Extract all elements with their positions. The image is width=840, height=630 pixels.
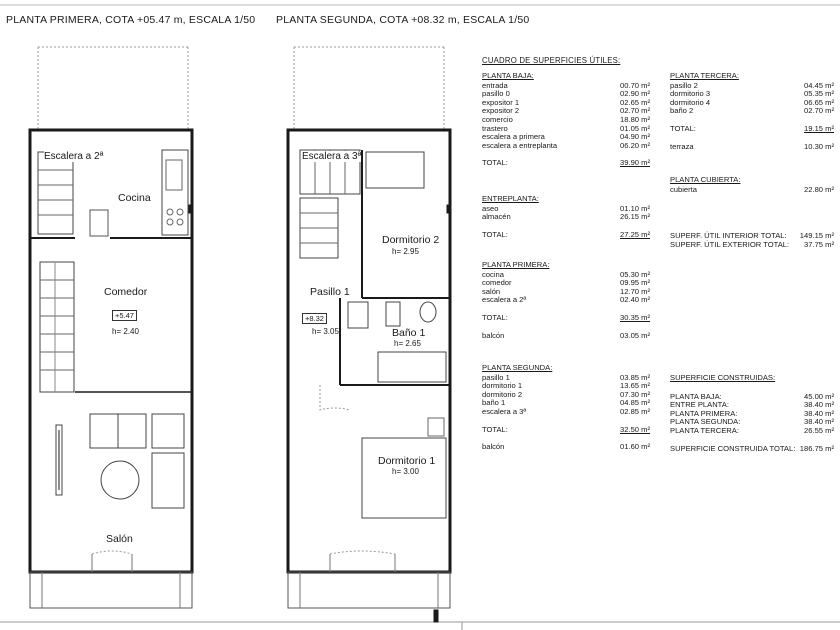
- planta_segunda-value: 02.85 m²: [620, 406, 650, 416]
- planta_baja-total-value: 39.90 m²: [620, 158, 650, 168]
- planta_segunda-total-value: 32.50 m²: [620, 424, 650, 434]
- planta_cubierta-header: PLANTA CUBIERTA:: [670, 175, 741, 184]
- height-dormitorio-2: h= 2.95: [392, 247, 419, 256]
- planta_tercera-label: dormitorio 4: [670, 97, 711, 107]
- room-label-pasillo-1: Pasillo 1: [310, 286, 350, 298]
- planta_baja-row: [482, 142, 650, 151]
- planta_baja-value: 01.05 m²: [620, 123, 650, 133]
- construida-label: PLANTA PRIMERA:: [670, 408, 738, 418]
- planta_tercera-total-row: [670, 125, 834, 134]
- room-label-comedor: Comedor: [104, 286, 148, 298]
- superf-util-row: [670, 241, 834, 250]
- plan-title-segunda: PLANTA SEGUNDA, COTA +08.32 m, ESCALA 1/50: [276, 14, 530, 26]
- construida-label: PLANTA TERCERA:: [670, 425, 739, 435]
- planta_primera-total-value: 30.35 m²: [620, 312, 650, 322]
- planta_baja-total-label: TOTAL:: [482, 158, 508, 168]
- height-dormitorio-1: h= 3.00: [392, 467, 419, 476]
- plan-title-primera: PLANTA PRIMERA, COTA +05.47 m, ESCALA 1/50: [6, 14, 256, 26]
- level-marker-primera: +5.47: [112, 310, 137, 321]
- construida-value: 45.00 m²: [804, 391, 834, 401]
- entreplanta-header: ENTREPLANTA:: [482, 194, 539, 203]
- table-superf-util: [670, 232, 834, 249]
- planta_baja-value: 04.90 m²: [620, 132, 650, 142]
- planta_primera-extra-label: balcón: [482, 330, 505, 340]
- construida-total-label: SUPERFICIE CONSTRUIDA TOTAL:: [670, 443, 796, 453]
- planta_baja-label: trastero: [482, 123, 508, 133]
- planta_primera-extra-value: 03.05 m²: [620, 330, 650, 340]
- planta_baja-label: pasillo 0: [482, 89, 510, 99]
- construida-label: ENTRE PLANTA:: [670, 400, 729, 410]
- planta_tercera-label: dormitorio 3: [670, 89, 711, 99]
- planta_segunda-total-row: [482, 426, 650, 435]
- cuadro-title: CUADRO DE SUPERFICIES ÚTILES:: [482, 56, 621, 65]
- planta_primera-total-row: [482, 314, 650, 323]
- table-planta-primera: [482, 261, 650, 340]
- superf-util-label: SUPERF. ÚTIL EXTERIOR TOTAL:: [670, 239, 790, 249]
- planta_tercera-row: [670, 107, 834, 116]
- entreplanta-value: 01.10 m²: [620, 203, 650, 213]
- planta_segunda-label: dormitorio 1: [482, 381, 523, 391]
- planta_baja-label: expositor 1: [482, 97, 520, 107]
- table-planta-tercera: [670, 72, 834, 151]
- construida-label: PLANTA BAJA:: [670, 391, 722, 401]
- planta_primera-total-label: TOTAL:: [482, 312, 508, 322]
- planta_baja-value: 02.90 m²: [620, 89, 650, 99]
- table-entreplanta: [482, 195, 650, 239]
- height-comedor: h= 2.40: [112, 327, 139, 336]
- planta_tercera-header: PLANTA TERCERA:: [670, 71, 739, 80]
- planta_baja-value: 02.70 m²: [620, 106, 650, 116]
- planta_segunda-label: escalera a 3ª: [482, 406, 527, 416]
- planta_tercera-value: 06.65 m²: [804, 97, 834, 107]
- planta_primera-label: salón: [482, 286, 501, 296]
- planta_segunda-header: PLANTA SEGUNDA:: [482, 363, 553, 372]
- planta_cubierta-value: 22.80 m²: [804, 184, 834, 194]
- superf-util-label: SUPERF. ÚTIL INTERIOR TOTAL:: [670, 231, 787, 240]
- table-planta-segunda: [482, 364, 650, 452]
- planta_segunda-extra-label: balcón: [482, 442, 505, 452]
- planta_primera-value: 05.30 m²: [620, 269, 650, 279]
- room-label-cocina: Cocina: [118, 192, 151, 204]
- room-label-escalera-3: Escalera a 3ª: [302, 151, 362, 162]
- construida-total-row: [670, 445, 834, 454]
- planta_primera-label: cocina: [482, 269, 504, 279]
- planta_segunda-extra-value: 01.60 m²: [620, 442, 650, 452]
- planta_tercera-extra-label: terraza: [670, 141, 694, 151]
- planta_primera-extra-row: [482, 332, 650, 341]
- construida-label: PLANTA SEGUNDA:: [670, 417, 741, 427]
- planta_baja-label: expositor 2: [482, 106, 520, 116]
- height-pasillo-1: h= 3.05: [312, 327, 339, 336]
- planta_baja-value: 02.65 m²: [620, 97, 650, 107]
- planta_baja-label: entrada: [482, 80, 508, 90]
- planta_baja-value: 00.70 m²: [620, 80, 650, 90]
- room-label-dormitorio-1: Dormitorio 1: [378, 455, 436, 467]
- construida-row: [670, 427, 834, 436]
- planta_segunda-extra-row: [482, 443, 650, 452]
- entreplanta-value: 26.15 m²: [620, 212, 650, 222]
- construida-header: SUPERFICIE CONSTRUIDAS:: [670, 373, 776, 382]
- planta_tercera-value: 02.70 m²: [804, 106, 834, 116]
- planta_baja-label: escalera a primera: [482, 132, 545, 142]
- planta_primera-label: escalera a 2ª: [482, 295, 527, 305]
- planta_tercera-total-label: TOTAL:: [670, 123, 696, 133]
- level-marker-segunda: +8.32: [302, 313, 327, 324]
- superf-util-value: 149.15 m²: [799, 231, 834, 240]
- construida-value: 38.40 m²: [804, 408, 834, 418]
- table-planta-baja: [482, 72, 650, 168]
- table-superficie-construida: [670, 374, 834, 453]
- room-label-dormitorio-2: Dormitorio 2: [382, 234, 440, 246]
- planta_primera-label: comedor: [482, 278, 512, 288]
- planta_tercera-extra-value: 10.30 m²: [804, 141, 834, 151]
- planta_tercera-value: 04.45 m²: [804, 80, 834, 90]
- entreplanta-total-row: [482, 231, 650, 240]
- planta_tercera-label: baño 2: [670, 106, 694, 116]
- superf-util-value: 37.75 m²: [804, 239, 834, 249]
- planta_tercera-total-value: 19.15 m²: [804, 123, 834, 133]
- planta_tercera-value: 05.35 m²: [804, 89, 834, 99]
- planta_segunda-value: 04.85 m²: [620, 398, 650, 408]
- planta_cubierta-label: cubierta: [670, 184, 698, 194]
- planta_segunda-label: dormitorio 2: [482, 389, 523, 399]
- table-planta-cubierta: [670, 176, 834, 194]
- planta_primera-value: 09.95 m²: [620, 278, 650, 288]
- construida-value: 38.40 m²: [804, 400, 834, 410]
- planta_cubierta-row: [670, 186, 834, 195]
- planta_baja-label: escalera a entreplanta: [482, 140, 558, 150]
- planta_primera-row: [482, 296, 650, 305]
- planta_segunda-label: baño 1: [482, 398, 506, 408]
- construida-value: 26.55 m²: [804, 425, 834, 435]
- entreplanta-label: aseo: [482, 203, 499, 213]
- planta_tercera-label: pasillo 2: [670, 80, 698, 90]
- planta_segunda-value: 13.65 m²: [620, 381, 650, 391]
- planta_segunda-row: [482, 408, 650, 417]
- planta_baja-value: 18.80 m²: [620, 114, 650, 124]
- planta_segunda-value: 03.85 m²: [620, 372, 650, 382]
- planta_primera-value: 02.40 m²: [620, 295, 650, 305]
- entreplanta-total-value: 27.25 m²: [620, 229, 650, 239]
- height-bano-1: h= 2.65: [394, 339, 421, 348]
- planta_segunda-total-label: TOTAL:: [482, 424, 508, 434]
- construida-total-value: 186.75 m²: [799, 443, 834, 453]
- planta_primera-value: 12.70 m²: [620, 286, 650, 296]
- planta_baja-value: 06.20 m²: [620, 140, 650, 150]
- construida-value: 38.40 m²: [804, 417, 834, 427]
- room-label-salon: Salón: [106, 533, 133, 545]
- planta_segunda-value: 07.30 m²: [620, 389, 650, 399]
- entreplanta-total-label: TOTAL:: [482, 229, 508, 239]
- planta_primera-header: PLANTA PRIMERA:: [482, 260, 550, 269]
- entreplanta-row: [482, 213, 650, 222]
- planta_segunda-label: pasillo 1: [482, 372, 510, 382]
- planta_baja-label: comercio: [482, 114, 513, 124]
- room-label-bano-1: Baño 1: [392, 327, 426, 339]
- planta_baja-header: PLANTA BAJA:: [482, 71, 534, 80]
- room-label-escalera-2: Escalera a 2ª: [44, 151, 104, 162]
- entreplanta-label: almacén: [482, 212, 511, 222]
- planta_tercera-extra-row: [670, 143, 834, 152]
- planta_baja-total-row: [482, 159, 650, 168]
